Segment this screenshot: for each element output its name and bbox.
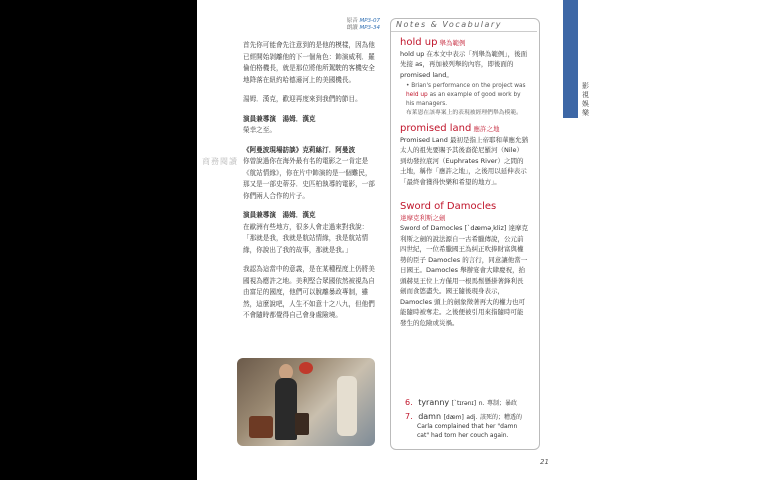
vocab-definition: 該死的；糟透的	[479, 414, 522, 421]
section-label: 影視娛樂	[582, 82, 589, 117]
example-text: as an example of good work by his managers.	[406, 92, 521, 107]
transcript-column	[243, 40, 378, 330]
page-number: 21	[540, 458, 549, 466]
vocab-word: tyranny	[418, 398, 450, 407]
notes-header: Notes & Vocabulary	[396, 20, 502, 29]
example-highlight: held up	[406, 92, 428, 98]
audio-track-info	[300, 18, 380, 32]
briefcase-graphic	[295, 413, 309, 435]
note-body: Promised Land 最初是指上帝耶和華應允猶太人的祖先要賜予其後裔從尼羅河（Nile）到幼發拉底河（Euphrates River）之間的土地，稱作「應許之地」，之後用以延伸表示「最終會獲得快樂和希望的地方」。	[400, 135, 528, 186]
audio-label-original: 原音	[346, 18, 358, 24]
section-tab	[563, 0, 578, 118]
transcript-paragraph: 我認為這當中的意義，是在某種程度上仍將美國視為應許之地。美利堅合眾國依然被視為自由富足的國度，他們可以脫離暴政專制，雖然，這麼說吧，人生不如意十之八九，但他們不會隨時都覺得自己會身處險境。	[243, 265, 375, 319]
audio-track-read: MP3-34	[359, 25, 380, 31]
vocab-pronunciation: [dæm]	[443, 414, 464, 421]
vocab-pos: adj.	[466, 414, 478, 421]
movie-still-photo	[237, 358, 375, 446]
transcript-paragraph: 湯姆．漢克，歡迎再度來到我們的節目。	[243, 95, 362, 103]
speaker-label: 《阿曼波現場訪談》克莉絲汀．阿曼波	[243, 145, 356, 154]
transcript-paragraph: 在歐洲有些地方，很多人會走過來對我說：「那就是我，我就是航站情緣，我是航站情緣，你說出了我的故事，那就是我。」	[243, 222, 369, 254]
vocab-pronunciation: [ˋtɪrənɪ]	[451, 400, 477, 407]
vocab-number: 6.	[405, 398, 413, 407]
vocab-definition: 專制；暴政	[486, 400, 517, 407]
audio-track-original: MP3-07	[359, 18, 380, 24]
note-term: promised land	[400, 123, 472, 134]
note-body: hold up 在本文中表示「列舉為範例」，後面先接 as，再加被列舉的內容，即後面的 promised land。	[400, 49, 528, 79]
vocab-number: 7.	[405, 412, 413, 421]
note-term-zh: 應許之地	[473, 125, 500, 133]
notes-divider	[391, 31, 537, 32]
vocab-item	[405, 412, 530, 440]
audio-label-read: 朗讀	[346, 25, 358, 31]
flower-graphic	[299, 362, 313, 374]
note-term: hold up	[400, 37, 438, 48]
note-example: • Brian's performance on the project was held up as an example of good work by his managers. 布萊恩在該專案上的表現被經理們舉為模範。	[406, 82, 528, 118]
note-term-zh: 舉為範例	[439, 39, 466, 47]
speaker-label: 演員兼導演 湯姆．漢克	[243, 114, 316, 123]
vocab-example: Carla complained that her "damn cat" had torn her couch again.	[417, 423, 518, 439]
actor-figure-graphic	[275, 378, 297, 440]
example-translation: 布萊恩在該專案上的表現被經理們舉為模範。	[406, 110, 522, 116]
bystander-graphic	[337, 376, 357, 436]
vocab-item	[405, 398, 530, 409]
side-margin	[577, 0, 770, 480]
watermark-stamp: 商務閱讀	[202, 157, 238, 166]
note-body: Sword of Damocles [ˋdæmə͵kliz] 達摩克利斯之劍的說法源自一古希臘傳說，公元前四世紀，一位希臘國王為糾正吹捧財富與權勢的臣子 Damocles 的言行，同意讓他當一日國王。Damocles 舉辦宴會大肆慶祝，抬頭赫見王位上方僅用一根馬鬃懸掛著鋒利長劍而食慾盡失。國王隨後現身表示，Damocles 頭上的劍象徵著再大的權力也可能隨時被奪走。之後便被引用來指隨時可能發生的危險或災禍。	[400, 224, 528, 327]
speaker-label: 演員兼導演 湯姆．漢克	[243, 211, 316, 219]
transcript-paragraph: 首先你可能會先注意到的是他的模樣，因為他已經開始剝離他的下一個角色：飾演威利．羅倫伯格機長，就是那位將他所駕駛的客機安全地降落在紐約哈德遜河上的美國機長。	[243, 41, 375, 84]
note-term-zh: 達摩克利斯之劍	[400, 213, 446, 222]
example-text: Brian's performance on the project was	[411, 83, 526, 89]
transcript-paragraph: 榮幸之至。	[243, 126, 276, 134]
note-hold-up	[400, 38, 528, 118]
vocab-word: damn	[418, 412, 442, 421]
vocab-pos: n.	[478, 400, 485, 407]
note-term: Sword of Damocles	[400, 201, 497, 212]
transcript-paragraph: 你曾說過你在海外最有名的電影之一肯定是《航站情緣》，你在片中飾演的是一個難民，那又是一部史蒂芬．史匹柏執導的電影，一部你們兩人合作的片子。	[243, 157, 375, 200]
note-promised-land	[400, 124, 528, 187]
note-sword-of-damocles	[400, 202, 528, 328]
suitcase-graphic	[249, 416, 273, 438]
